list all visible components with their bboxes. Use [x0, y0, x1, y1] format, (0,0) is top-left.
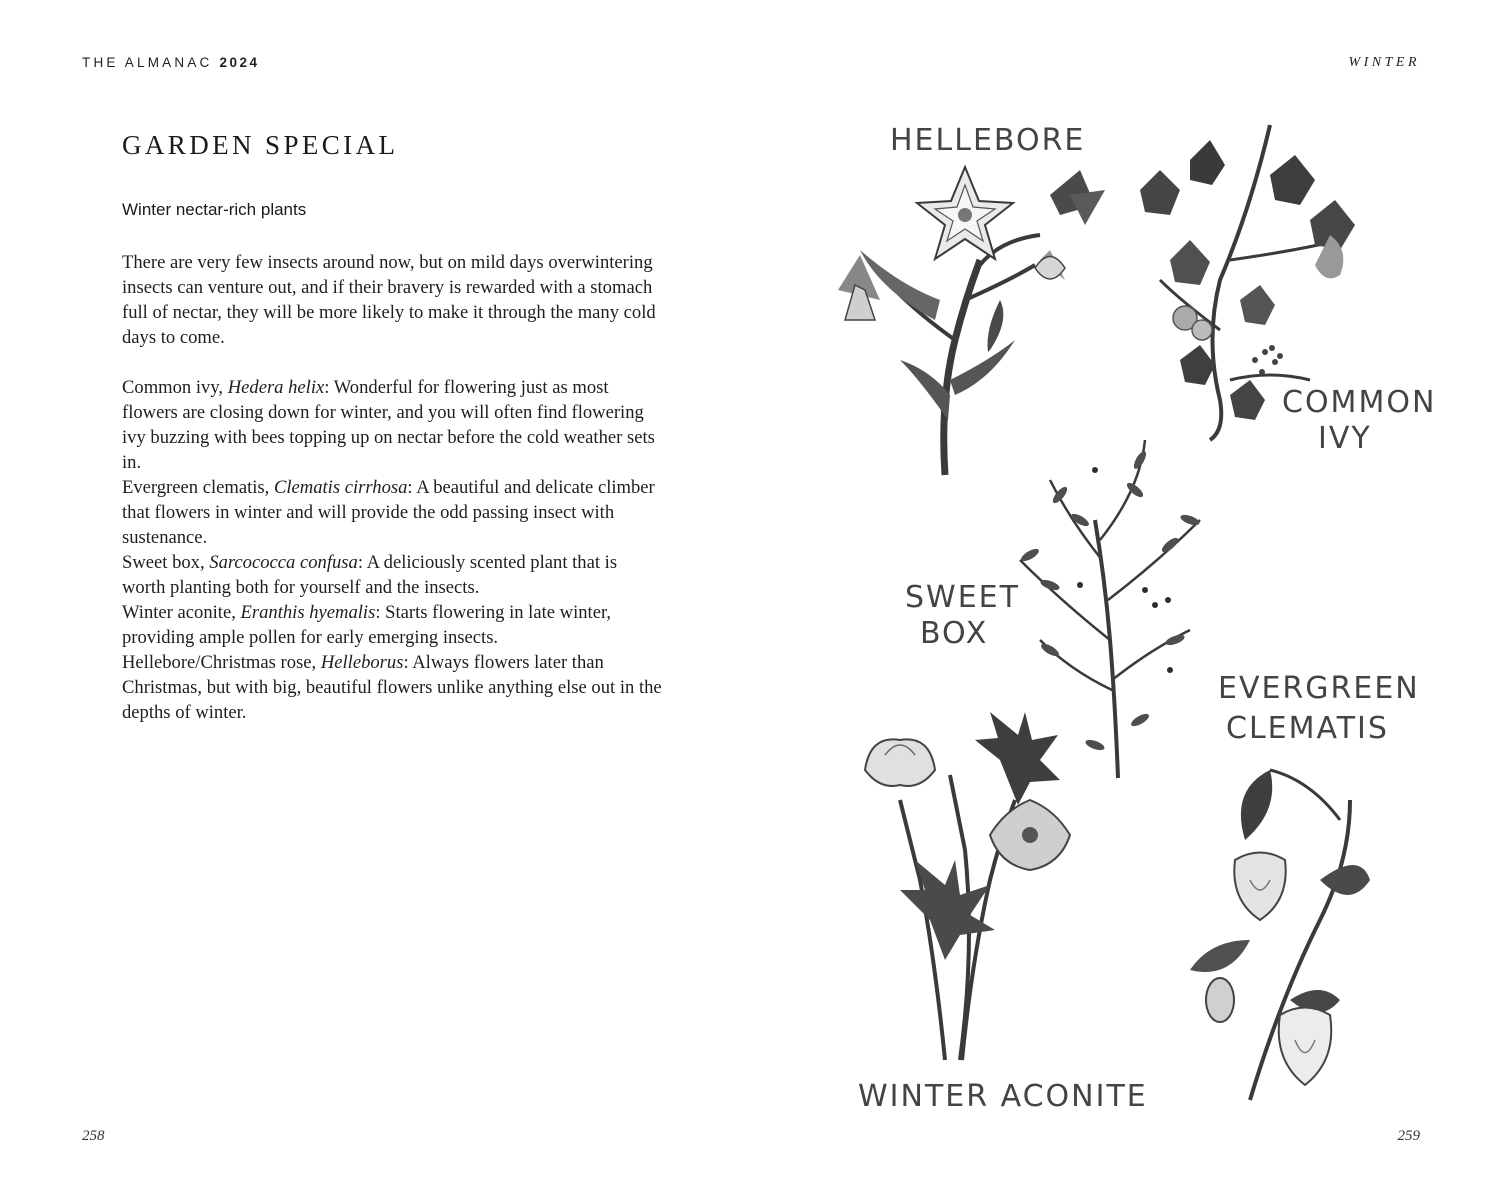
- running-head-right: WINTER: [1348, 55, 1420, 70]
- page-number-left: 258: [82, 1128, 105, 1144]
- almanac-title: THE ALMANAC: [82, 55, 213, 70]
- section-title: GARDEN SPECIAL: [122, 130, 399, 160]
- plant-entry-sweet-box: Sweet box, Sarcococca confusa: A deliciously scented plant that is worth planting both for yourself and the insects.: [122, 552, 618, 598]
- running-head-left: [82, 55, 259, 70]
- plant-list: [122, 375, 662, 725]
- right-page: [750, 0, 1500, 1202]
- hellebore-drawing: [838, 167, 1105, 475]
- article-subheading: Winter nectar-rich plants: [122, 200, 307, 219]
- evergreen-clematis-drawing: [1190, 770, 1370, 1100]
- label-evergreen-clematis-line1: EVERGREEN: [1218, 671, 1420, 706]
- plant-entry-ivy: Common ivy, Hedera helix: Wonderful for flowering just as most flowers are closing down for winter, and you will often find flowering ivy buzzing with bees topping up on nectar before the cold weather sets in.: [122, 377, 655, 473]
- almanac-year: 2024: [219, 55, 260, 70]
- label-sweet-box-line1: SWEET: [905, 580, 1020, 615]
- plant-entry-hellebore: Hellebore/Christmas rose, Helleborus: Always flowers later than Christmas, but with big, beautiful flowers unlike anything else out in the depths of winter.: [122, 652, 662, 723]
- label-sweet-box-line2: BOX: [920, 616, 989, 651]
- label-hellebore: HELLEBORE: [890, 123, 1086, 158]
- label-common-ivy-line1: COMMON: [1282, 385, 1437, 420]
- label-evergreen-clematis-line2: CLEMATIS: [1226, 711, 1389, 746]
- page-number-right: 259: [1397, 1128, 1420, 1144]
- label-winter-aconite: WINTER ACONITE: [858, 1079, 1148, 1114]
- plant-entry-clematis: Evergreen clematis, Clematis cirrhosa: A beautiful and delicate climber that flowers in winter and will provide the odd passing insect with sustenance.: [122, 477, 655, 548]
- plant-entry-aconite: Winter aconite, Eranthis hyemalis: Starts flowering in late winter, providing ample pollen for early emerging insects.: [122, 602, 612, 648]
- sweet-box-drawing: [1019, 440, 1200, 778]
- plant-illustration: [750, 0, 1500, 1202]
- winter-aconite-drawing: [865, 712, 1070, 1060]
- intro-paragraph: There are very few insects around now, but on mild days overwintering insects can venture out, and if their bravery is rewarded with a stomach full of nectar, they will be more likely to make it through the many cold days to come.: [122, 252, 656, 348]
- label-common-ivy-line2: IVY: [1318, 421, 1372, 456]
